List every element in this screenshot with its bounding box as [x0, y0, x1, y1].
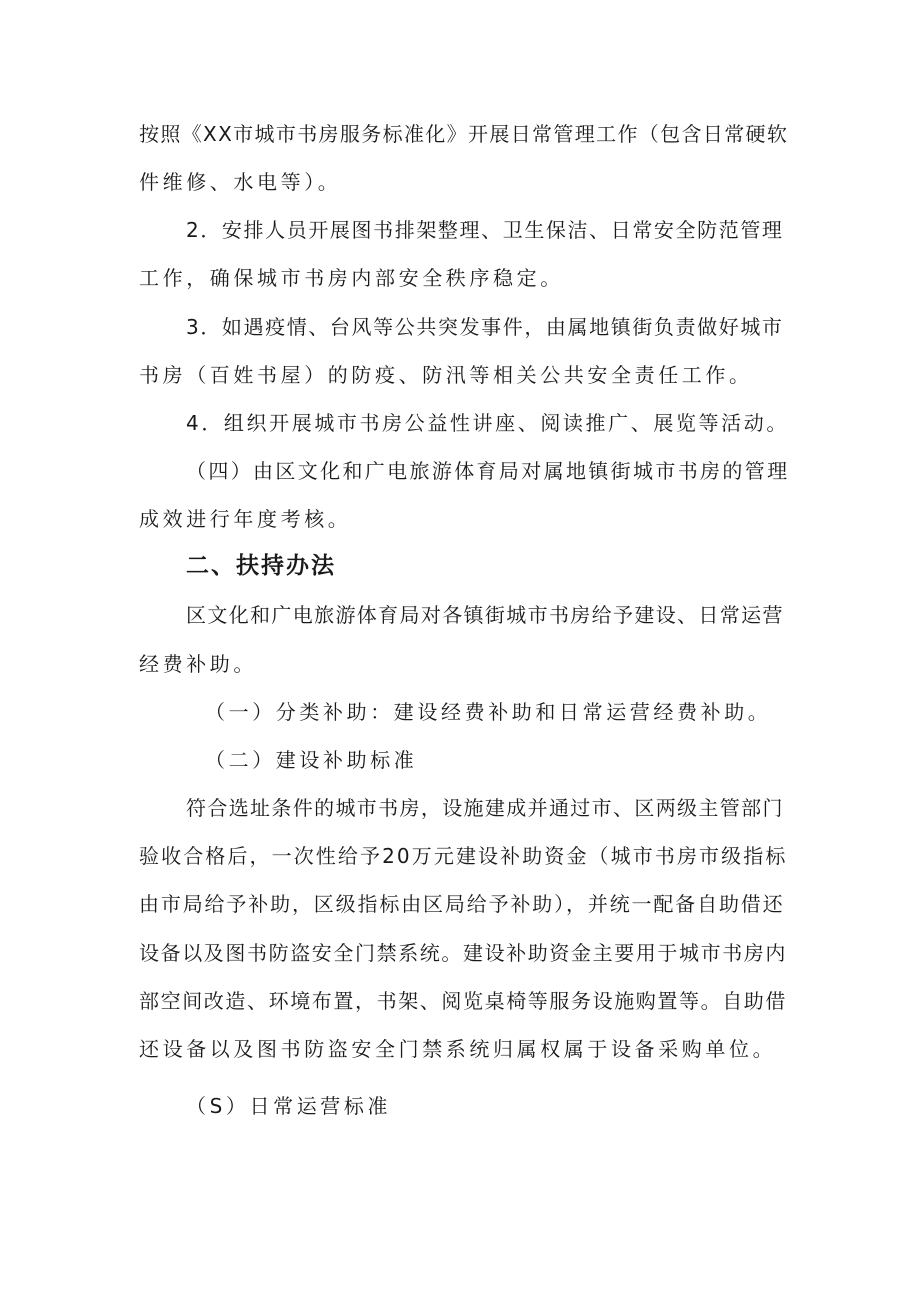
section-heading: 二、扶持办法	[186, 553, 336, 579]
subsection-four: （四）由区文化和广电旅游体育局对属地镇街城市书房的管理	[186, 459, 790, 483]
paragraph-line: 部空间改造、环境布置，书架、阅览桌椅等服务设施购置等。自助借	[139, 989, 787, 1013]
list-item-4: 4．组织开展城市书房公益性讲座、阅读推广、展览等活动。	[186, 411, 789, 435]
list-item-3: 3．如遇疫情、台风等公共突发事件，由属地镇街负责做好城市	[186, 315, 784, 339]
paragraph-line: 由市局给予补助，区级指标由区局给予补助），并统一配备自助借还	[139, 892, 785, 916]
subsection-three: （S）日常运营标准	[186, 1094, 392, 1118]
paragraph-line: 书房（百姓书屋）的防疫、防汛等相关公共安全责任工作。	[139, 363, 753, 387]
paragraph-line: 区文化和广电旅游体育局对各镇街城市书房给予建设、日常运营	[186, 603, 784, 627]
paragraph-line: 设备以及图书防盗安全门禁系统。建设补助资金主要用于城市书房内	[139, 941, 787, 965]
paragraph-line: 符合选址条件的城市书房，设施建成并通过市、区两级主管部门	[186, 796, 784, 820]
paragraph-line: 验收合格后，一次性给予20万元建设补助资金（城市书房市级指标	[139, 844, 788, 868]
paragraph-line: 工作，确保城市书房内部安全秩序稳定。	[139, 266, 564, 290]
paragraph-line: 按照《XX市城市书房服务标准化》开展日常管理工作（包含日常硬软	[139, 122, 789, 146]
paragraph-line: 经费补助。	[139, 652, 257, 676]
paragraph-line: 还设备以及图书防盗安全门禁系统归属权属于设备采购单位。	[139, 1037, 777, 1061]
paragraph-line: 成效进行年度考核。	[139, 507, 352, 531]
subsection-two: （二）建设补助标准	[205, 748, 418, 772]
paragraph-line: 件维修、水电等）。	[139, 170, 342, 194]
subsection-one: （一）分类补助：建设经费补助和日常运营经费补助。	[205, 700, 772, 724]
list-item-2: 2．安排人员开展图书排架整理、卫生保洁、日常安全防范管理	[186, 218, 784, 242]
